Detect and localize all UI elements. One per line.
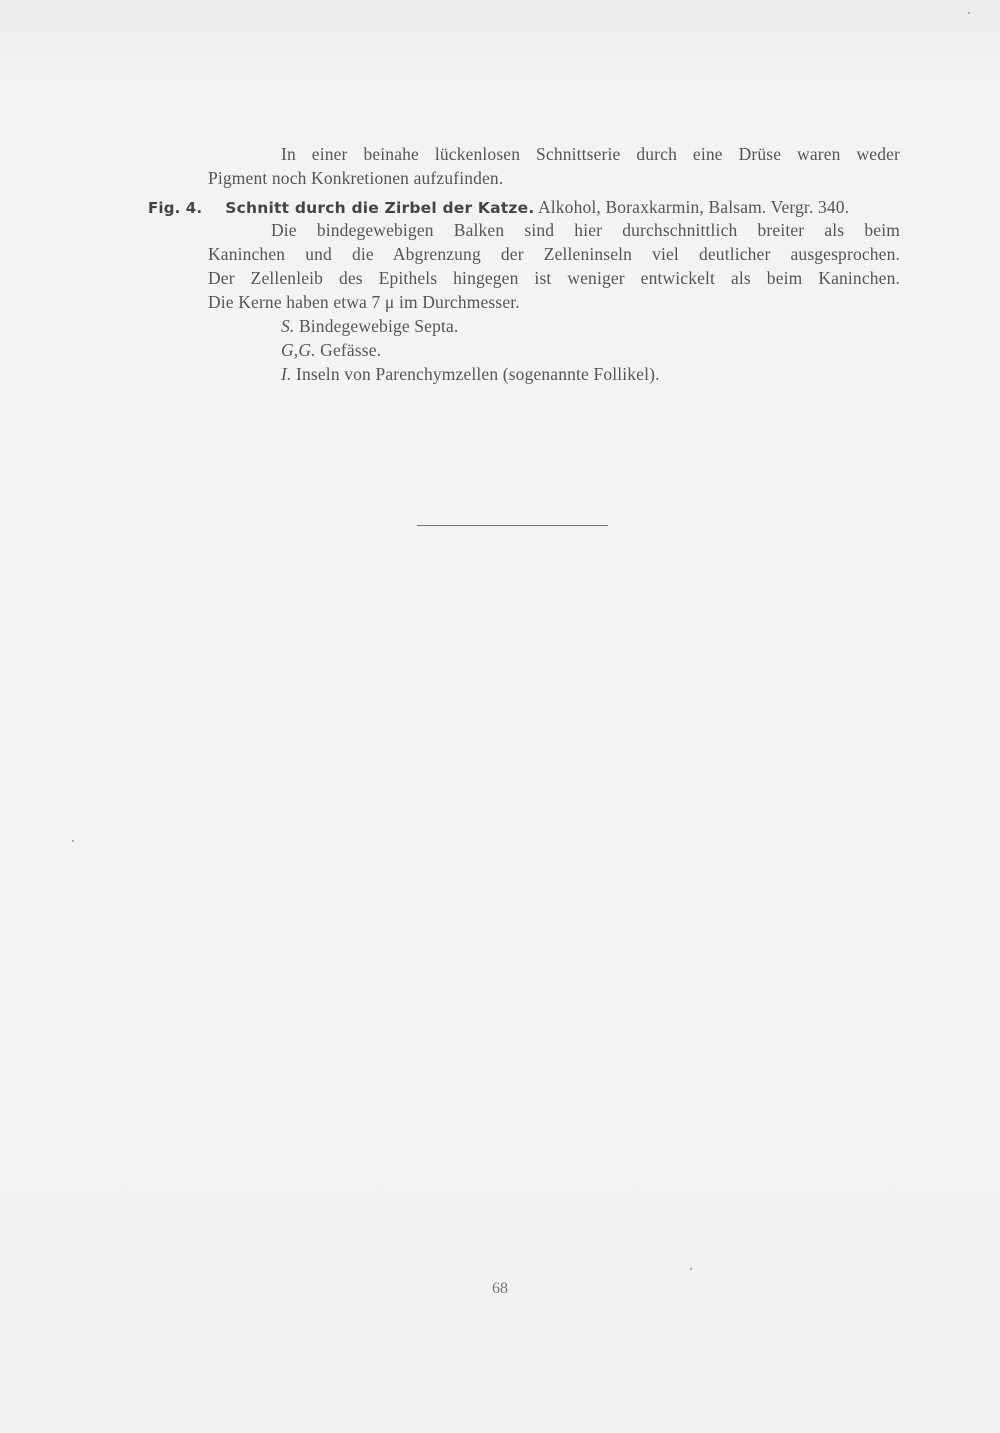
legend-text: Bindegewebige Septa. bbox=[298, 316, 459, 336]
figure-body-line-4: Die Kerne haben etwa 7 μ im Durchmesser. bbox=[208, 292, 520, 312]
scan-speck bbox=[690, 1268, 692, 1270]
figure-title-rest: Alkohol, Boraxkarmin, Balsam. Vergr. 340. bbox=[537, 197, 850, 217]
figure-body-line-3: Der Zellenleib des Epithels hingegen ist weniger entwickelt als beim Kaninchen. bbox=[208, 268, 900, 288]
legend-item-inseln bbox=[281, 362, 660, 386]
page-number: 68 bbox=[492, 1280, 508, 1297]
figure-title: Schnitt durch die Zirbel der Katze. bbox=[225, 199, 535, 217]
figure-body-line-1: Die bindegewebigen Balken sind hier durchschnittlich breiter als beim bbox=[271, 220, 900, 240]
scan-speck bbox=[72, 840, 74, 842]
legend-abbr: G,G. bbox=[281, 340, 316, 360]
legend-abbr: I. bbox=[281, 364, 292, 384]
legend-item-gefaesse bbox=[281, 338, 381, 362]
legend-text: Inseln von Parenchymzellen (sogenannte Follikel). bbox=[296, 364, 660, 384]
legend-item-septa bbox=[281, 314, 458, 338]
section-divider bbox=[417, 525, 608, 526]
legend-abbr: S. bbox=[281, 316, 295, 336]
scan-speck bbox=[968, 12, 970, 14]
figure-label: Fig. 4. bbox=[148, 199, 203, 217]
figure-heading bbox=[148, 195, 849, 220]
legend-text: Gefässe. bbox=[320, 340, 382, 360]
intro-line-1: In einer beinahe lückenlosen Schnittserie durch eine Drüse waren weder bbox=[281, 144, 900, 164]
figure-body-line-2: Kaninchen und die Abgrenzung der Zelleninseln viel deutlicher ausgesprochen. bbox=[208, 244, 900, 264]
intro-line-2: Pigment noch Konkretionen aufzufinden. bbox=[208, 168, 504, 188]
